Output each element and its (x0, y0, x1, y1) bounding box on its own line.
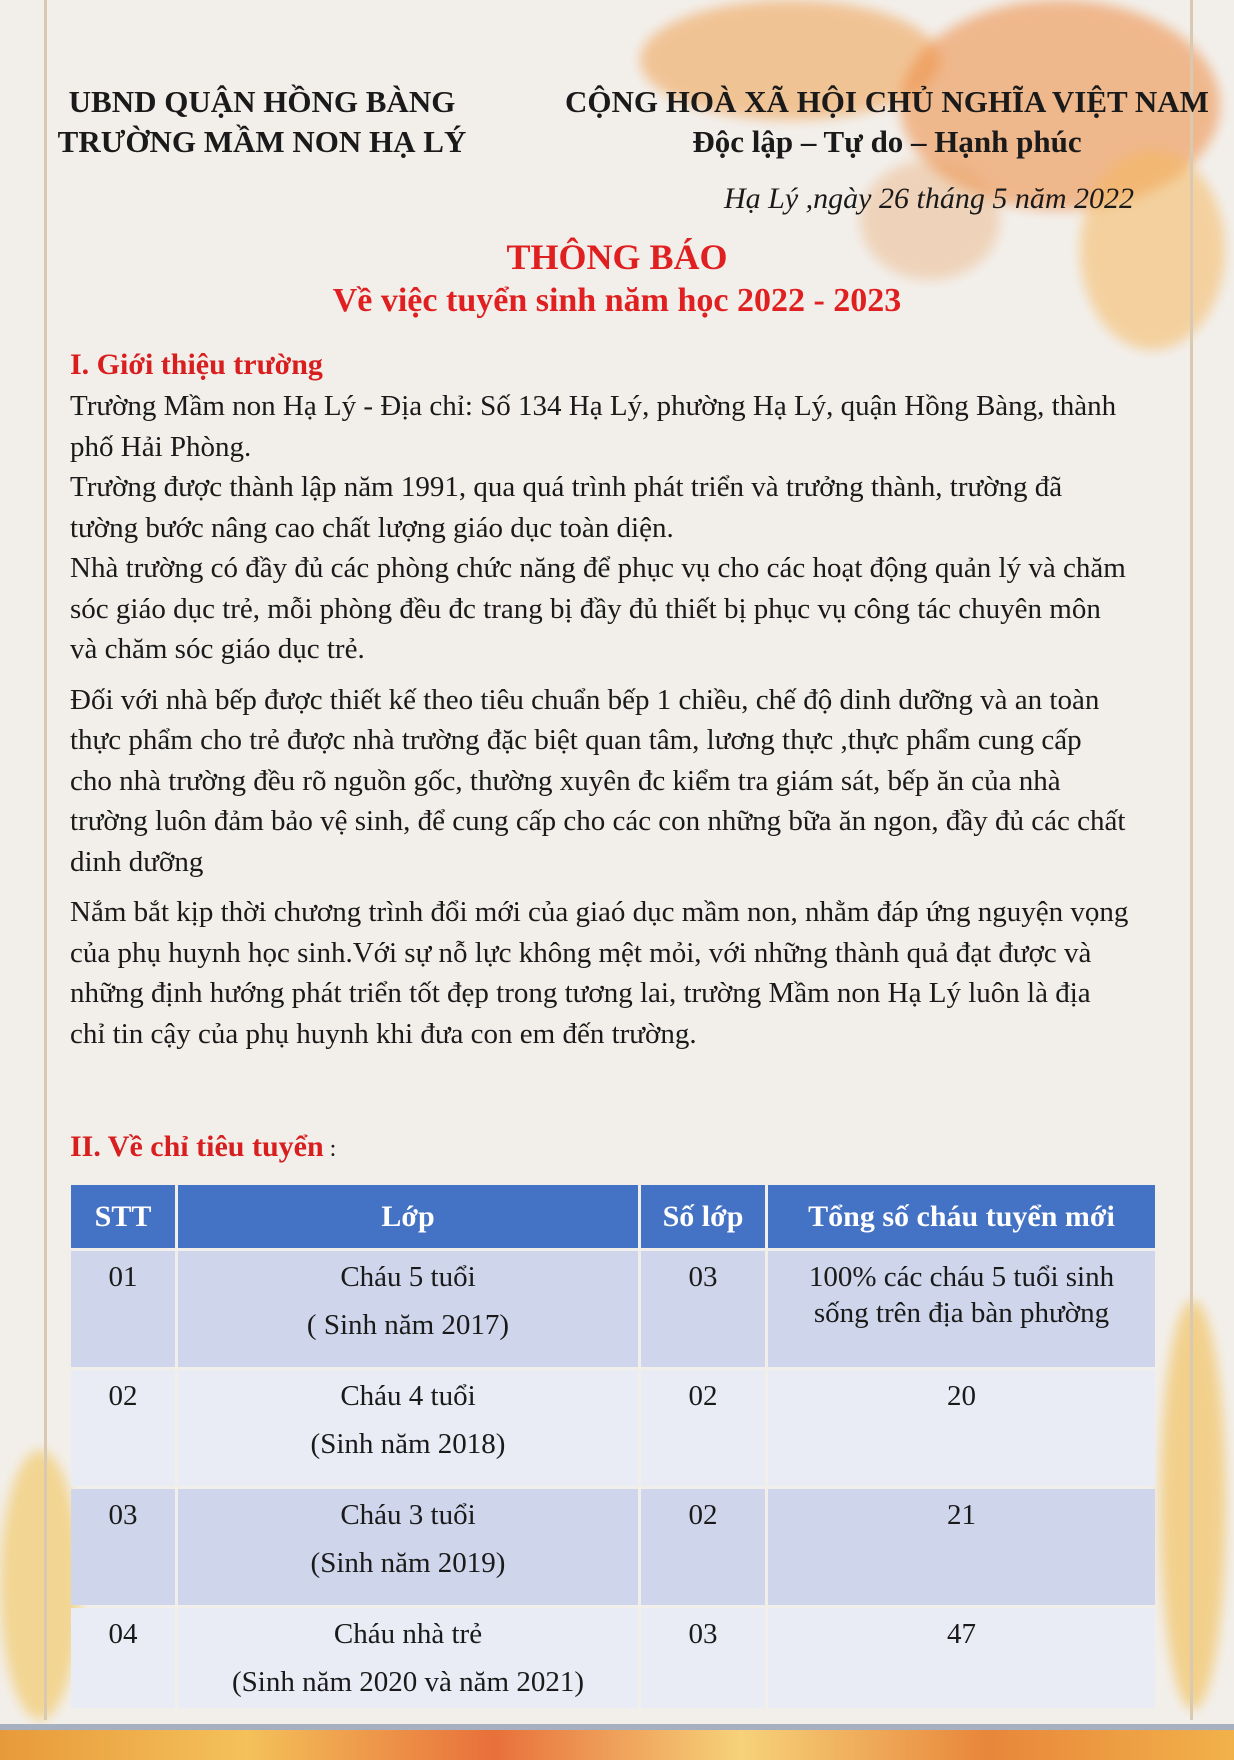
cell-class (178, 1251, 638, 1367)
enrollment-table (68, 1182, 1158, 1711)
cell-class-count: 02 (641, 1370, 765, 1486)
table-header-row (71, 1185, 1155, 1248)
cell-stt: 03 (71, 1489, 175, 1605)
cell-total: 47 (768, 1608, 1155, 1708)
paragraph: Nắm bắt kịp thời chương trình đổi mới của giaó dục mầm non, nhằm đáp ứng nguyện vọng của phụ huynh học sinh.Với sự nỗ lực không mệt mỏi, với những thành quả đạt được và những định hướng phát triển tốt đẹp trong tương lai, trường Mầm non Hạ Lý luôn là địa chỉ tin cậy của phụ huynh khi đưa con em đến trường. (70, 896, 1129, 1050)
paragraph: Đối với nhà bếp được thiết kế theo tiêu chuẩn bếp 1 chiều, chế độ dinh dưỡng và an toàn thực phẩm cho trẻ được nhà trường đặc biệt quan tâm, lương thực ,thực phẩm cung cấp cho nhà trường đều rõ nguồn gốc, thường xuyên đc kiểm tra giám sát, bếp ăn của nhà trường luôn đảm bảo vệ sinh, để cung cấp cho các con những bữa ăn ngon, đầy đủ các chất dinh dưỡng (70, 683, 1126, 878)
column-header-stt: STT (71, 1185, 175, 1248)
cell-stt: 01 (71, 1251, 175, 1367)
birth-year: (Sinh năm 2018) (310, 1428, 506, 1460)
cell-total: 100% các cháu 5 tuổi sinh sống trên địa bàn phường (768, 1251, 1155, 1367)
paragraph: Trường Mầm non Hạ Lý - Địa chỉ: Số 134 Hạ Lý, phường Hạ Lý, quận Hồng Bàng, thành phố Hải Phòng. (70, 390, 1117, 463)
table-row (71, 1370, 1155, 1486)
table-row (71, 1608, 1155, 1708)
cell-total: 21 (768, 1489, 1155, 1605)
birth-year: (Sinh năm 2019) (310, 1547, 506, 1579)
table-row (71, 1489, 1155, 1605)
section-1-heading: I. Giới thiệu trường (70, 348, 323, 381)
agency-name: UBND QUẬN HỒNG BÀNG (68, 84, 456, 119)
paragraph: Trường được thành lập năm 1991, qua quá trình phát triển và trưởng thành, trường đã tường bước nâng cao chất lượng giáo dục toàn diện. (70, 471, 1063, 544)
cell-class (178, 1608, 638, 1708)
flower-border-decoration (0, 1730, 1234, 1760)
cell-total: 20 (768, 1370, 1155, 1486)
cell-stt: 04 (71, 1608, 175, 1708)
section-1-body (70, 386, 1130, 1064)
cell-class (178, 1489, 638, 1605)
column-header-total: Tổng số cháu tuyển mới (768, 1185, 1155, 1248)
section-2-heading (70, 1130, 336, 1164)
independence-motto: Độc lập – Tự do – Hạnh phúc (692, 124, 1082, 159)
cell-class (178, 1370, 638, 1486)
section-2-suffix: : (323, 1136, 337, 1162)
table-row (71, 1251, 1155, 1367)
flower-decoration (1160, 1300, 1226, 1710)
class-name: Cháu 3 tuổi (340, 1499, 476, 1531)
section-2-title: II. Về chỉ tiêu tuyển (70, 1130, 324, 1163)
class-name: Cháu nhà trẻ (333, 1618, 483, 1650)
column-header-class-count: Số lớp (641, 1185, 765, 1248)
birth-year: ( Sinh năm 2017) (306, 1309, 510, 1341)
column-header-class: Lớp (178, 1185, 638, 1248)
class-name: Cháu 5 tuổi (340, 1261, 476, 1293)
cell-stt: 02 (71, 1370, 175, 1486)
document-date: Hạ Lý ,ngày 26 tháng 5 năm 2022 (724, 182, 1134, 215)
cell-class-count: 02 (641, 1489, 765, 1605)
paragraph: Nhà trường có đầy đủ các phòng chức năng để phục vụ cho các hoạt động quản lý và chăm sóc giáo dục trẻ, mỗi phòng đều đc trang bị đầy đủ thiết bị phục vụ công tác chuyên môn và chăm sóc giáo dục trẻ. (70, 552, 1126, 665)
document-subtitle: Về việc tuyển sinh năm học 2022 - 2023 (332, 282, 902, 319)
document-title: THÔNG BÁO (506, 237, 728, 277)
birth-year: (Sinh năm 2020 và năm 2021) (232, 1666, 584, 1698)
cell-class-count: 03 (641, 1608, 765, 1708)
cell-class-count: 03 (641, 1251, 765, 1367)
class-name: Cháu 4 tuổi (340, 1380, 476, 1412)
country-motto: CỘNG HOÀ XÃ HỘI CHỦ NGHĨA VIỆT NAM (565, 84, 1209, 119)
school-name: TRƯỜNG MẦM NON HẠ LÝ (57, 124, 467, 159)
